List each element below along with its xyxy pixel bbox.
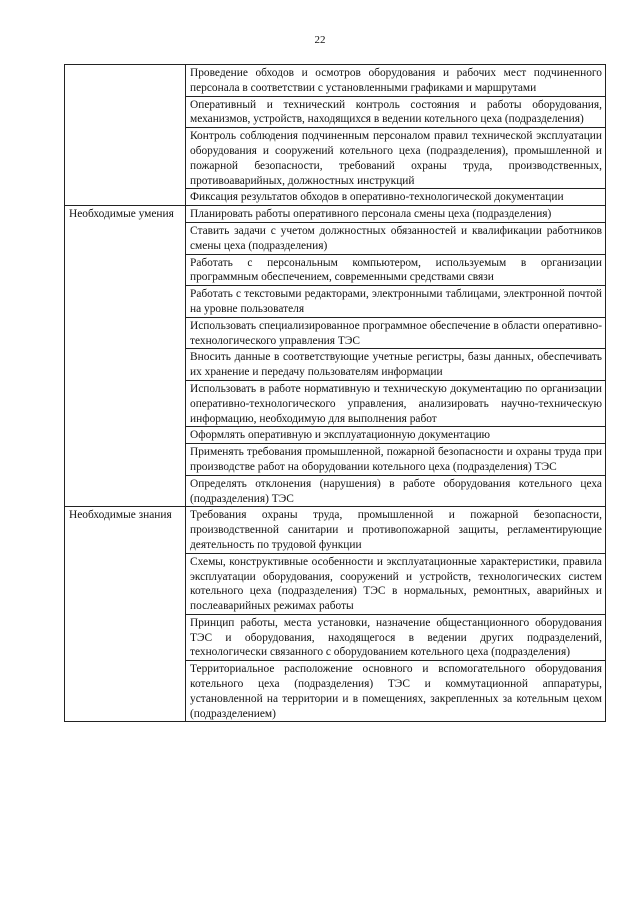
table-row	[65, 206, 606, 223]
table-cell	[186, 96, 606, 128]
table-cell	[186, 507, 606, 553]
item-text: Территориальное расположение основного и вспомогательного оборудования котельного цеха (подразделения) ТЭС и коммутационной аппаратуры, установленной на территории и в помещениях, закрепленных за котельным цехом (подразделением)	[190, 663, 602, 720]
table-cell	[186, 128, 606, 189]
competency-table	[64, 64, 606, 722]
item-text: Планировать работы оперативного персонала смены цеха (подразделения)	[190, 208, 552, 221]
table-cell	[186, 189, 606, 206]
item-text: Принцип работы, места установки, назначение общестанционного оборудования ТЭС и оборудования, находящегося в ведении других подразделений, технологически связанного с оборудованием котельного цеха (подразделения)	[190, 616, 602, 659]
table-row	[65, 65, 606, 97]
table-cell	[186, 222, 606, 254]
table-cell	[186, 661, 606, 722]
table-cell	[186, 286, 606, 318]
table-row	[65, 507, 606, 553]
table-cell	[186, 349, 606, 381]
table-cell	[186, 427, 606, 444]
item-text: Схемы, конструктивные особенности и эксплуатационные характеристики, правила эксплуатации оборудования, сооружений и устройств, технологических систем котельного цеха (подразделения) ТЭС в нормальных, ремонтных, аварийных и послеаварийных режимах работы	[190, 555, 602, 613]
section-label-skills: Необходимые умения	[65, 206, 186, 507]
section-label	[65, 65, 186, 206]
item-text: Применять требования промышленной, пожарной безопасности и охраны труда при производстве работ на оборудовании котельного цеха (подразделения) ТЭС	[190, 446, 602, 473]
item-text: Использовать специализированное программное обеспечение в области оперативно-технологического управления ТЭС	[190, 319, 602, 347]
table-cell	[186, 317, 606, 349]
table-cell	[186, 254, 606, 286]
item-text: Оперативный и технический контроль состояния и работы оборудования, механизмов, устройств, находящихся в ведении котельного цеха (подразделения)	[190, 98, 602, 126]
table-cell	[186, 475, 606, 507]
item-text: Использовать в работе нормативную и техническую документацию по организации оперативно-технологического управления, анализировать научно-техническую информацию, необходимую для выполнения работ	[190, 382, 602, 425]
table-cell	[186, 206, 606, 223]
item-text: Требования охраны труда, промышленной и пожарной безопасности, производственной санитарии и противопожарной защиты, регламентирующие деятельность по трудовой функции	[190, 509, 602, 551]
item-text: Ставить задачи с учетом должностных обязанностей и квалификации работников смены цеха (подразделения)	[190, 224, 602, 252]
page-number: 22	[314, 34, 326, 46]
section-label-knowledge: Необходимые знания	[65, 507, 186, 722]
item-text: Работать с текстовыми редакторами, электронными таблицами, электронной почтой на уровне пользователя	[190, 288, 602, 315]
item-text: Оформлять оперативную и эксплуатационную документацию	[190, 429, 491, 442]
item-text: Вносить данные в соответствующие учетные регистры, базы данных, обеспечивать их хранение и передачу пользователям информации	[190, 351, 602, 379]
item-text: Определять отклонения (нарушения) в работе оборудования котельного цеха (подразделения) ТЭС	[190, 477, 602, 505]
table-cell	[186, 444, 606, 476]
table-cell	[186, 614, 606, 660]
item-text: Работать с персональным компьютером, используемым в организации программным обеспечением, современными средствами связи	[190, 256, 602, 284]
table-cell	[186, 553, 606, 614]
item-text: Проведение обходов и осмотров оборудования и рабочих мест подчиненного персонала в соответствии с установленными графиками и маршрутами	[190, 67, 602, 94]
table-cell	[186, 65, 606, 97]
table-cell	[186, 380, 606, 426]
item-text: Контроль соблюдения подчиненным персоналом правил технической эксплуатации оборудования и сооружений котельного цеха (подразделения), промышленной и пожарной безопасности, требований охраны труда, производственных, противоаварийных, должностных инструкций	[190, 130, 602, 187]
item-text: Фиксация результатов обходов в оперативно-технологической документации	[190, 191, 564, 204]
